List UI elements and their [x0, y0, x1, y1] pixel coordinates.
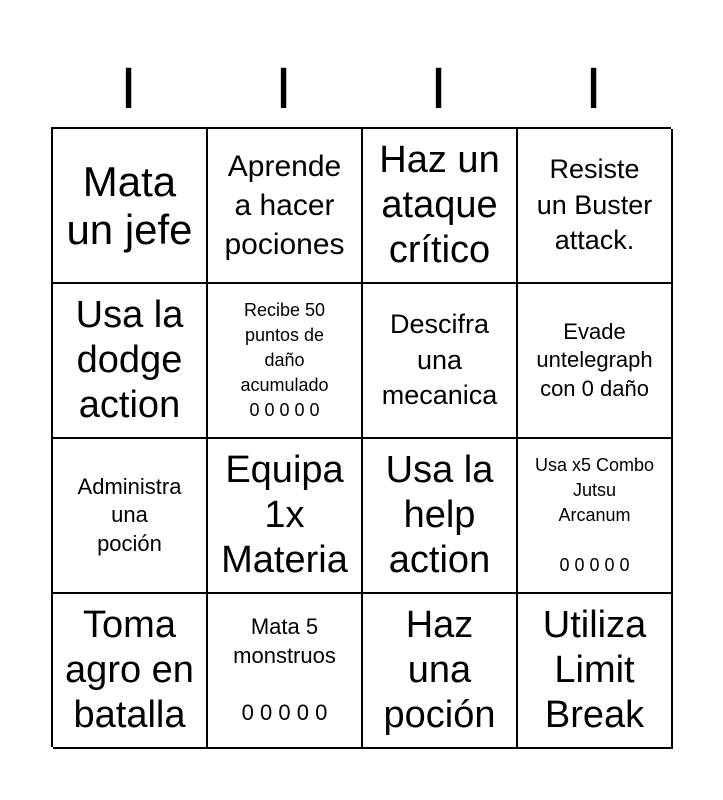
bingo-cell-r4c1[interactable]	[53, 594, 208, 749]
bingo-cell-text: Haz una poción	[383, 604, 496, 736]
bingo-cell-r1c4[interactable]	[518, 129, 673, 284]
header-letter-3: I	[430, 56, 447, 121]
bingo-cell-r3c3[interactable]	[363, 439, 518, 594]
bingo-cell-text: Recibe 50 puntos de daño acumulado 0 0 0 0 0	[240, 300, 329, 420]
bingo-cell-r1c1[interactable]	[53, 129, 208, 284]
bingo-cell-r3c2[interactable]	[208, 439, 363, 594]
bingo-cell-text: Mata 5 monstruos 0 0 0 0 0	[233, 614, 336, 726]
bingo-header	[51, 58, 671, 120]
bingo-cell-text: Evade untelegraph con 0 daño	[536, 318, 653, 401]
bingo-cell-r3c1[interactable]	[53, 439, 208, 594]
bingo-cell-text: Equipa 1x Materia	[221, 449, 348, 581]
bingo-cell-text: Haz un ataque crítico	[379, 139, 500, 271]
bingo-cell-r4c2[interactable]	[208, 594, 363, 749]
bingo-cell-text: Toma agro en batalla	[65, 604, 194, 736]
bingo-cell-text: Usa la help action	[385, 449, 494, 581]
bingo-cell-r1c3[interactable]	[363, 129, 518, 284]
bingo-cell-r4c4[interactable]	[518, 594, 673, 749]
bingo-cell-text: Mata un jefe	[66, 158, 193, 253]
bingo-cell-r3c4[interactable]	[518, 439, 673, 594]
bingo-card-grid	[51, 127, 671, 747]
bingo-cell-r4c3[interactable]	[363, 594, 518, 749]
header-letter-1: I	[120, 56, 137, 121]
bingo-cell-text: Usa x5 Combo Jutsu Arcanum 0 0 0 0 0	[534, 455, 655, 575]
bingo-cell-text: Usa la dodge action	[75, 294, 184, 426]
bingo-cell-r2c4[interactable]	[518, 284, 673, 439]
bingo-cell-r1c2[interactable]	[208, 129, 363, 284]
bingo-cell-text: Descifra una mecanica	[381, 308, 498, 411]
bingo-cell-r2c2[interactable]	[208, 284, 363, 439]
bingo-cell-r2c1[interactable]	[53, 284, 208, 439]
header-letter-4: I	[585, 56, 602, 121]
header-letter-2: I	[275, 56, 292, 121]
bingo-cell-r2c3[interactable]	[363, 284, 518, 439]
bingo-cell-text: Aprende a hacer pociones	[224, 150, 345, 261]
bingo-cell-text: Utiliza Limit Break	[542, 604, 647, 736]
bingo-cell-text: Resiste un Buster attack.	[536, 153, 653, 256]
bingo-cell-text: Administra una poción	[77, 473, 182, 556]
